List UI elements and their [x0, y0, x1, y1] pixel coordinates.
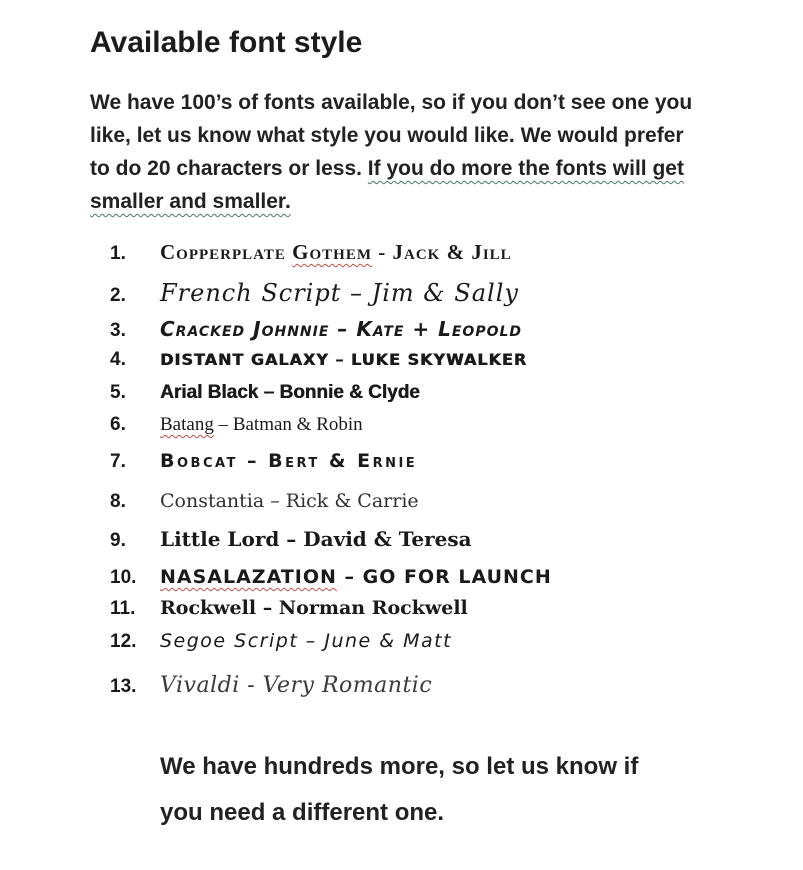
font-list — [110, 240, 703, 698]
font-list-item — [110, 630, 703, 653]
font-sample-arial-black: Arial Black – Bonnie & Clyde — [160, 382, 420, 403]
font-sample-copperplate-gothic — [160, 240, 512, 265]
list-number: 2. — [110, 285, 126, 306]
list-number: 8. — [110, 491, 126, 512]
font-list-item — [110, 414, 703, 436]
list-number: 12. — [110, 631, 137, 652]
font-sample-distant-galaxy: DISTANT GALAXY – LUKE SKYWALKER — [160, 350, 528, 369]
grammar-flagged-text: If you do more the fonts will get smaller and smaller. — [90, 157, 684, 213]
font-sample-little-lord: Little Lord – David & Teresa — [160, 527, 472, 551]
font-sample-bobcat: Bobcat – Bert & Ernie — [160, 450, 418, 472]
text-segment: – Batman & Robin — [213, 414, 363, 435]
list-number: 10. — [110, 567, 137, 588]
text-segment: - Jack & Jill — [372, 240, 512, 264]
list-number: 13. — [110, 676, 137, 697]
font-list-item — [110, 597, 703, 620]
font-list-item — [110, 673, 703, 698]
list-number: 3. — [110, 320, 126, 341]
font-sample-rockwell: Rockwell – Norman Rockwell — [160, 597, 468, 619]
intro-paragraph — [90, 86, 696, 218]
font-list-item — [110, 382, 703, 404]
text-segment: – GO FOR LAUNCH — [336, 566, 552, 588]
list-number: 6. — [110, 414, 126, 435]
font-sample-cracked-johnnie: Cracked Johnnie – Kate + Leopold — [160, 317, 523, 341]
list-number: 9. — [110, 530, 126, 551]
font-list-item — [110, 279, 703, 307]
font-list-item — [110, 450, 703, 473]
text-segment: Copperplate — [160, 240, 293, 264]
font-list-item — [110, 566, 703, 589]
spellcheck-flagged-word: Gothem — [292, 240, 372, 264]
list-number: 5. — [110, 382, 126, 403]
font-list-item — [110, 349, 703, 371]
list-number: 4. — [110, 349, 126, 370]
font-list-item — [110, 240, 703, 265]
font-sample-nasalazation — [160, 566, 552, 588]
font-list-item — [110, 490, 703, 513]
list-number: 7. — [110, 451, 126, 472]
font-sample-batang — [160, 414, 363, 436]
list-number: 11. — [110, 598, 136, 619]
spellcheck-flagged-word: Batang — [160, 414, 214, 435]
spellcheck-flagged-word: NASALAZATION — [160, 566, 337, 588]
intro-text: We have 100’s of fonts available, so if you don’t see one you like, let us know what style you would like. We would prefer to do 20 characters or less. — [90, 91, 693, 180]
list-number: 1. — [110, 243, 126, 264]
font-sample-constantia: Constantia – Rick & Carrie — [160, 490, 419, 512]
closing-paragraph: We have hundreds more, so let us know if you need a different one. — [160, 753, 639, 826]
font-sample-segoe-script: Segoe Script – June & Matt — [160, 630, 453, 652]
page-title: Available font style — [90, 26, 363, 59]
font-sample-vivaldi: Vivaldi - Very Romantic — [160, 673, 433, 698]
font-list-item — [110, 527, 703, 552]
font-sample-french-script: French Script – Jim & Sally — [160, 279, 519, 307]
font-list-item — [110, 317, 703, 342]
